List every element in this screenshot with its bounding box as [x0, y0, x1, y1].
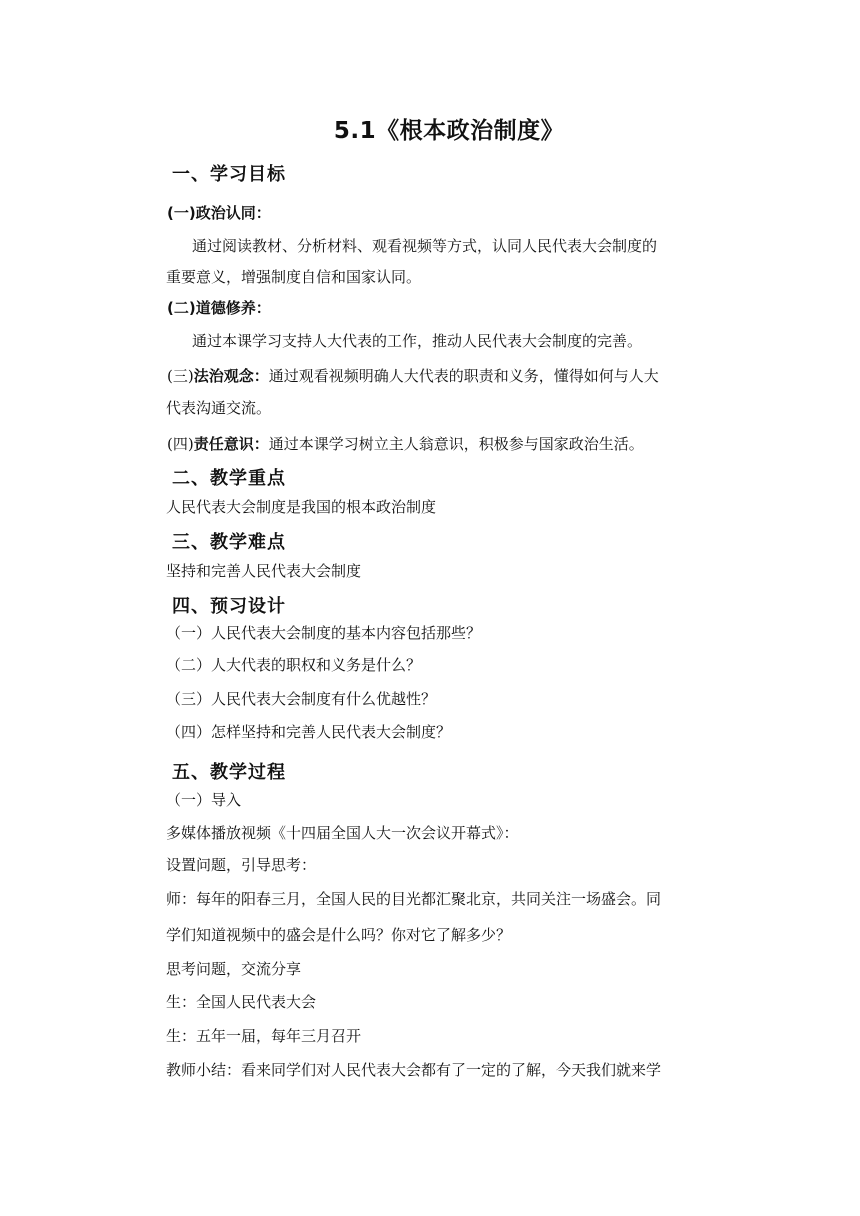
- goal-4-label: 责任意识：: [193, 435, 269, 453]
- goal-3-text: 通过观看视频明确人大代表的职责和义务，懂得如何与人大: [268, 367, 659, 385]
- heading-key-points: 二、教学重点: [172, 468, 286, 489]
- preview-item-4: （四）怎样坚持和完善人民代表大会制度？: [166, 723, 452, 741]
- preview-item-3: （三）人民代表大会制度有什么优越性？: [166, 690, 437, 708]
- heading-preview-design: 四、预习设计: [172, 596, 286, 617]
- goal-3-label: 法治观念：: [193, 367, 269, 385]
- process-line-6: 思考问题，交流分享: [166, 960, 302, 978]
- goal-4-prefix: (四): [167, 435, 194, 453]
- process-line-5: 学们知道视频中的盛会是什么吗？你对它了解多少？: [166, 926, 512, 944]
- goal-4-line: [167, 434, 644, 454]
- preview-item-2: （二）人大代表的职权和义务是什么？: [166, 656, 422, 674]
- goal-1-text-line2: 重要意义，增强制度自信和国家认同。: [166, 268, 422, 286]
- page-title: 5.1《根本政治制度》: [333, 118, 565, 144]
- key-points-text: 人民代表大会制度是我国的根本政治制度: [166, 498, 437, 516]
- preview-item-1: （一）人民代表大会制度的基本内容包括那些？: [166, 624, 482, 642]
- heading-difficulties: 三、教学难点: [172, 532, 286, 553]
- goal-4-text: 通过本课学习树立主人翁意识，积极参与国家政治生活。: [268, 435, 644, 453]
- goal-2-text: 通过本课学习支持人大代表的工作，推动人民代表大会制度的完善。: [192, 332, 643, 350]
- process-line-7: 生：全国人民代表大会: [166, 993, 317, 1011]
- process-line-8: 生：五年一届，每年三月召开: [166, 1027, 362, 1045]
- difficulties-text: 坚持和完善人民代表大会制度: [166, 562, 362, 580]
- goal-3-prefix: (三): [167, 367, 194, 385]
- goal-3-text-line2: 代表沟通交流。: [166, 399, 272, 417]
- goal-2-label: (二)道德修养：: [167, 299, 271, 317]
- process-line-1: （一）导入: [166, 791, 242, 809]
- goal-1-label: (一)政治认同：: [167, 204, 271, 222]
- process-line-2: 多媒体播放视频《十四届全国人大一次会议开幕式》：: [166, 824, 519, 842]
- process-line-3: 设置问题，引导思考：: [166, 856, 317, 874]
- heading-teaching-process: 五、教学过程: [172, 762, 286, 783]
- process-line-4: 师：每年的阳春三月，全国人民的目光都汇聚北京，共同关注一场盛会。同: [166, 890, 662, 908]
- process-line-9: 教师小结：看来同学们对人民代表大会都有了一定的了解，今天我们就来学: [166, 1061, 662, 1079]
- goal-1-text-line1: 通过阅读教材、分析材料、观看视频等方式，认同人民代表大会制度的: [192, 237, 658, 255]
- heading-learning-goals: 一、学习目标: [172, 164, 286, 185]
- goal-3-line1: [167, 366, 659, 386]
